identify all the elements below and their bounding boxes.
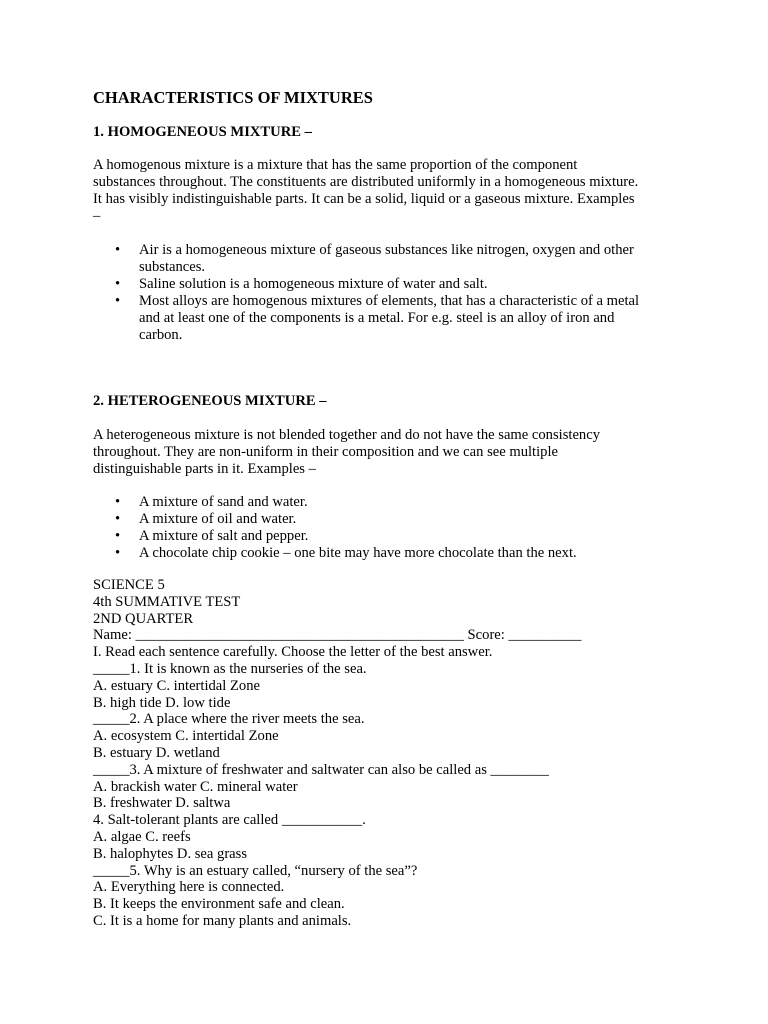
document-title: CHARACTERISTICS OF MIXTURES: [93, 88, 373, 107]
test-line: A. ecosystem C. intertidal Zone: [93, 728, 279, 745]
bullet-point: •: [115, 293, 121, 309]
test-line: _____5. Why is an estuary called, “nursery of the sea”?: [93, 862, 418, 879]
list-item-text: A mixture of sand and water.: [139, 494, 308, 510]
test-line: A. Everything here is connected.: [93, 879, 285, 896]
summative-test: [93, 577, 581, 930]
test-line: SCIENCE 5: [93, 577, 165, 593]
test-line: A. brackish water C. mineral water: [93, 778, 298, 795]
test-line: C. It is a home for many plants and animals.: [93, 912, 352, 929]
list-item: [93, 494, 683, 511]
list-item-text: A chocolate chip cookie – one bite may have more chocolate than the next.: [139, 545, 577, 561]
list-item-text: Air is a homogeneous mixture of gaseous substances like nitrogen, oxygen and other: [139, 242, 634, 258]
homogeneous-examples-list: [93, 242, 683, 344]
test-line: A. estuary C. intertidal Zone: [93, 677, 260, 694]
test-line: B. halophytes D. sea grass: [93, 845, 248, 862]
bullet-point: •: [115, 276, 121, 292]
list-item: [93, 276, 683, 293]
homogeneous-heading: 1. HOMOGENEOUS MIXTURE –: [93, 124, 312, 140]
heterogeneous-paragraph: [93, 427, 683, 478]
test-line: 4th SUMMATIVE TEST: [93, 593, 241, 610]
list-item-text: A mixture of oil and water.: [139, 511, 297, 527]
test-line: B. high tide D. low tide: [93, 694, 231, 711]
test-line: 4. Salt-tolerant plants are called ___________.: [93, 812, 366, 829]
bullet-point: •: [115, 528, 121, 544]
paragraph-line: distinguishable parts in it. Examples –: [93, 461, 316, 477]
test-line: A. algae C. reefs: [93, 828, 191, 845]
test-line: B. estuary D. wetland: [93, 744, 220, 761]
homogeneous-paragraph: [93, 157, 683, 225]
test-line: _____1. It is known as the nurseries of the sea.: [93, 660, 367, 677]
bullet-point: •: [115, 511, 121, 527]
test-line: _____2. A place where the river meets the sea.: [93, 711, 365, 728]
paragraph-line: substances throughout. The constituents are distributed uniformly in a homogeneous mixture.: [93, 174, 639, 190]
bullet-point: •: [115, 494, 121, 510]
list-item-text: Saline solution is a homogeneous mixture of water and salt.: [139, 276, 488, 292]
heterogeneous-heading: 2. HETEROGENEOUS MIXTURE –: [93, 393, 327, 409]
list-item: [93, 511, 683, 528]
list-item: [93, 545, 683, 562]
paragraph-line: A homogenous mixture is a mixture that has the same proportion of the component: [93, 157, 578, 173]
paragraph-line: –: [93, 208, 101, 224]
test-line: B. freshwater D. saltwa: [93, 795, 231, 812]
paragraph-line: A heterogeneous mixture is not blended together and do not have the same consistency: [93, 427, 600, 443]
bullet-point: •: [115, 242, 121, 258]
heterogeneous-examples-list: [93, 494, 683, 562]
list-item-text: and at least one of the components is a metal. For e.g. steel is an alloy of iron and: [139, 310, 615, 326]
list-item-text: substances.: [139, 259, 206, 275]
test-line: B. It keeps the environment safe and clean.: [93, 896, 345, 913]
list-item-text: carbon.: [139, 327, 183, 343]
paragraph-line: It has visibly indistinguishable parts. It can be a solid, liquid or a gaseous mixture. Examples: [93, 191, 635, 207]
list-item: [93, 293, 683, 344]
test-line: _____3. A mixture of freshwater and saltwater can also be called as ________: [93, 761, 549, 778]
test-line: Name: _____________________________________________ Score: __________: [93, 627, 582, 644]
list-item: [93, 528, 683, 545]
list-item-text: Most alloys are homogenous mixtures of elements, that has a characteristic of a metal: [139, 293, 640, 309]
test-line: 2ND QUARTER: [93, 610, 194, 627]
bullet-point: •: [115, 545, 121, 561]
paragraph-line: throughout. They are non-uniform in their composition and we can see multiple: [93, 444, 558, 460]
list-item-text: A mixture of salt and pepper.: [139, 528, 309, 544]
test-line: I. Read each sentence carefully. Choose the letter of the best answer.: [93, 644, 493, 661]
list-item: [93, 242, 683, 276]
